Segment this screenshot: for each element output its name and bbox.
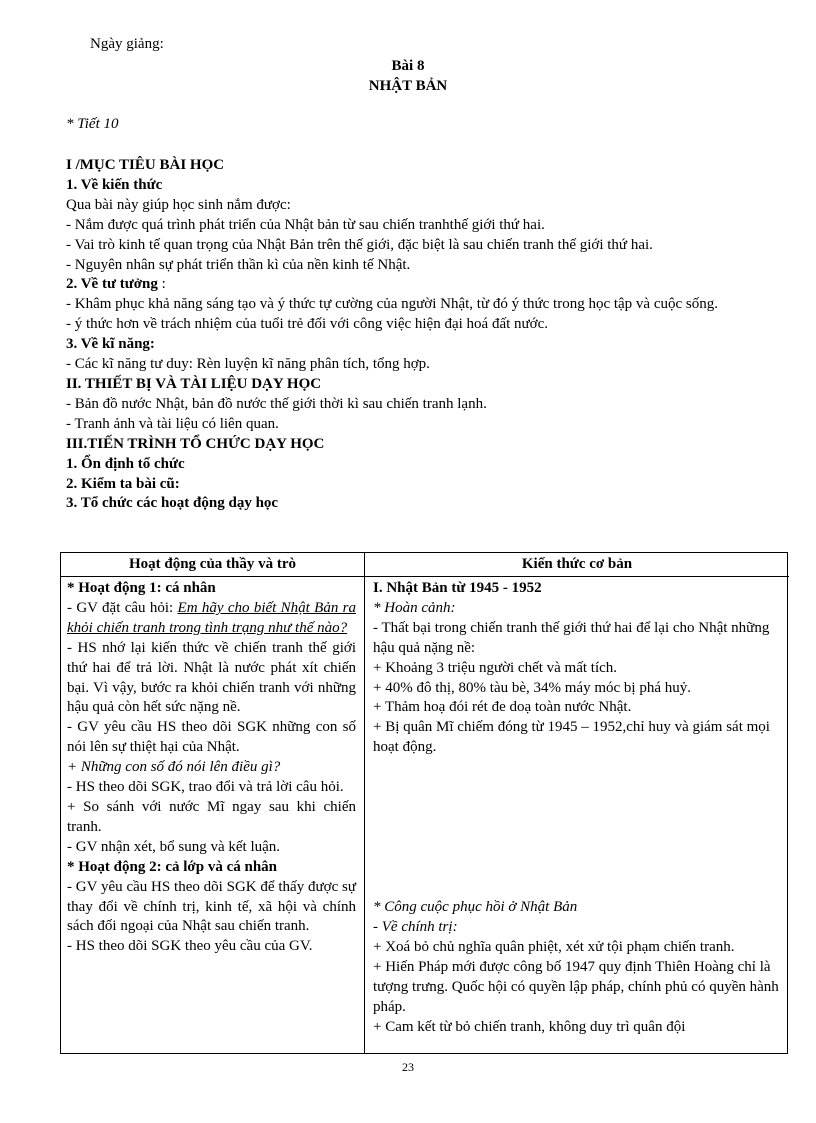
activity-paragraph: - GV yêu cầu HS theo dõi SGK để thấy được sự thay đổi về chính trị, kinh tế, xã hội và chính sách đối ngoại của Nhật sau chiến tranh.	[67, 878, 356, 935]
process-item: 3. Tổ chức các hoạt động dạy học	[66, 495, 279, 512]
process-item: 2. Kiểm ta bài cũ:	[66, 475, 180, 492]
skills-heading: 3. Về kĩ năng:	[66, 336, 155, 353]
section-1-heading: I. Nhật Bản từ 1945 - 1952	[373, 580, 542, 596]
knowledge-paragraph: + Cam kết từ bỏ chiến tranh, không duy trì quân đội	[373, 1018, 686, 1035]
knowledge-paragraph: + Bị quân Mĩ chiếm đóng từ 1945 – 1952,chỉ huy và giám sát mọi hoạt động.	[373, 719, 770, 756]
teacher-question	[67, 599, 356, 639]
thought-heading-suffix: :	[157, 276, 166, 293]
process-item: 1. Ổn định tổ chức	[66, 455, 185, 472]
thought-heading-line	[66, 275, 784, 295]
activity-paragraph: - HS nhớ lại kiến thức về chiến tranh thế giới thứ hai để trả lời. Nhật là nước phát xít chiến bại. Vì vậy, bước ra khỏi chiến tranh với những hậu quả còn hết sức nặng nề.	[67, 639, 356, 716]
thought-item: - ý thức hơn về trách nhiệm của tuổi trẻ đối với công việc hiện đại hoá đất nước.	[66, 316, 548, 333]
activities-column	[61, 577, 365, 1053]
thought-item: - Khâm phục khả năng sáng tạo và ý thức tự cường của người Nhật, từ đó ý thức trong học tập và cuộc sống.	[66, 296, 718, 313]
knowledge-paragraph: + Thảm hoạ đói rét đe doạ toàn nước Nhật.	[373, 699, 632, 716]
process-heading: III.TIẾN TRÌNH TỔ CHỨC DẠY HỌC	[66, 435, 325, 452]
equipment-item: - Bản đồ nước Nhật, bản đồ nước thế giới thời kì sau chiến tranh lạnh.	[66, 395, 487, 412]
recovery-heading: * Công cuộc phục hồi ở Nhật Bản	[373, 899, 578, 916]
knowledge-paragraph: - Thất bại trong chiến tranh thế giới thứ hai để lại cho Nhật những hậu quả nặng nề:	[373, 619, 770, 656]
knowledge-column	[365, 577, 789, 1053]
knowledge-item: - Vai trò kinh tế quan trọng của Nhật Bản trên thế giới, đặc biệt là sau chiến tranh thế giới thứ hai.	[66, 236, 653, 253]
knowledge-paragraph: + Xoá bỏ chủ nghĩa quân phiệt, xét xử tội phạm chiến tranh.	[373, 938, 735, 955]
knowledge-intro: Qua bài này giúp học sinh nắm được:	[66, 196, 291, 213]
knowledge-heading: 1. Về kiến thức	[66, 176, 163, 193]
activity-paragraph: - GV yêu cầu HS theo dõi SGK những con số nói lên sự thiệt hại của Nhật.	[67, 719, 356, 756]
knowledge-paragraph: + Hiến Pháp mới được công bố 1947 quy định Thiên Hoàng chỉ là tượng trưng. Quốc hội có quyền lập pháp, chính phủ có quyền hành pháp.	[373, 958, 779, 1015]
activity-2-heading: * Hoạt động 2: cả lớp và cá nhân	[67, 858, 277, 875]
activity-paragraph: - HS theo dõi SGK, trao đổi và trả lời câu hỏi.	[67, 779, 344, 796]
activity-paragraph: + So sánh với nước Mĩ ngay sau khi chiến tranh.	[67, 798, 356, 835]
objectives-heading: I /MỤC TIÊU BÀI HỌC	[66, 157, 225, 173]
thought-heading: 2. Về tư tưởng	[66, 276, 158, 293]
question-prefix: - GV đặt câu hỏi:	[67, 599, 178, 616]
skills-item: - Các kĩ năng tư duy: Rèn luyện kĩ năng phân tích, tổng hợp.	[66, 356, 430, 373]
table-grid	[60, 552, 788, 1054]
equipment-heading: II. THIẾT BỊ VÀ TÀI LIỆU DẠY HỌC	[66, 375, 322, 392]
period-label: * Tiết 10	[66, 116, 119, 132]
lesson-table	[60, 552, 788, 1054]
politics-heading: - Về chính trị:	[373, 919, 458, 936]
table-header-knowledge: Kiến thức cơ bản	[365, 553, 789, 577]
activity-question: + Những con số đó nói lên điều gì?	[67, 759, 281, 776]
knowledge-paragraph: + Khoảng 3 triệu người chết và mất tích.	[373, 659, 618, 676]
table-header-activities: Hoạt động của thầy và trò	[61, 553, 365, 577]
knowledge-item: - Nắm được quá trình phát triển của Nhật bản từ sau chiến tranhthế giới thứ hai.	[66, 216, 545, 233]
activity-1-heading: * Hoạt động 1: cá nhân	[67, 580, 216, 596]
question-text: Em hãy cho biết Nhật Bản ra khỏi chiến tranh trong tình trạng như thế nào?	[67, 599, 356, 636]
lesson-title: NHẬT BẢN	[368, 78, 448, 94]
lesson-body	[66, 156, 784, 514]
page-number: 23	[402, 1060, 414, 1074]
date-label: Ngày giảng:	[90, 36, 164, 52]
context-heading: * Hoàn cảnh:	[373, 599, 456, 616]
column-spacer	[373, 758, 781, 898]
activity-paragraph: - HS theo dõi SGK theo yêu cầu của GV.	[67, 938, 313, 955]
knowledge-paragraph: + 40% đô thị, 80% tàu bè, 34% máy móc bị phá huỷ.	[373, 679, 691, 696]
activity-paragraph: - GV nhận xét, bổ sung và kết luận.	[67, 838, 281, 855]
equipment-item: - Tranh ảnh và tài liệu có liên quan.	[66, 415, 279, 432]
knowledge-item: - Nguyên nhân sự phát triển thần kì của nền kinh tế Nhật.	[66, 256, 411, 273]
lesson-number: Bài 8	[391, 58, 425, 74]
